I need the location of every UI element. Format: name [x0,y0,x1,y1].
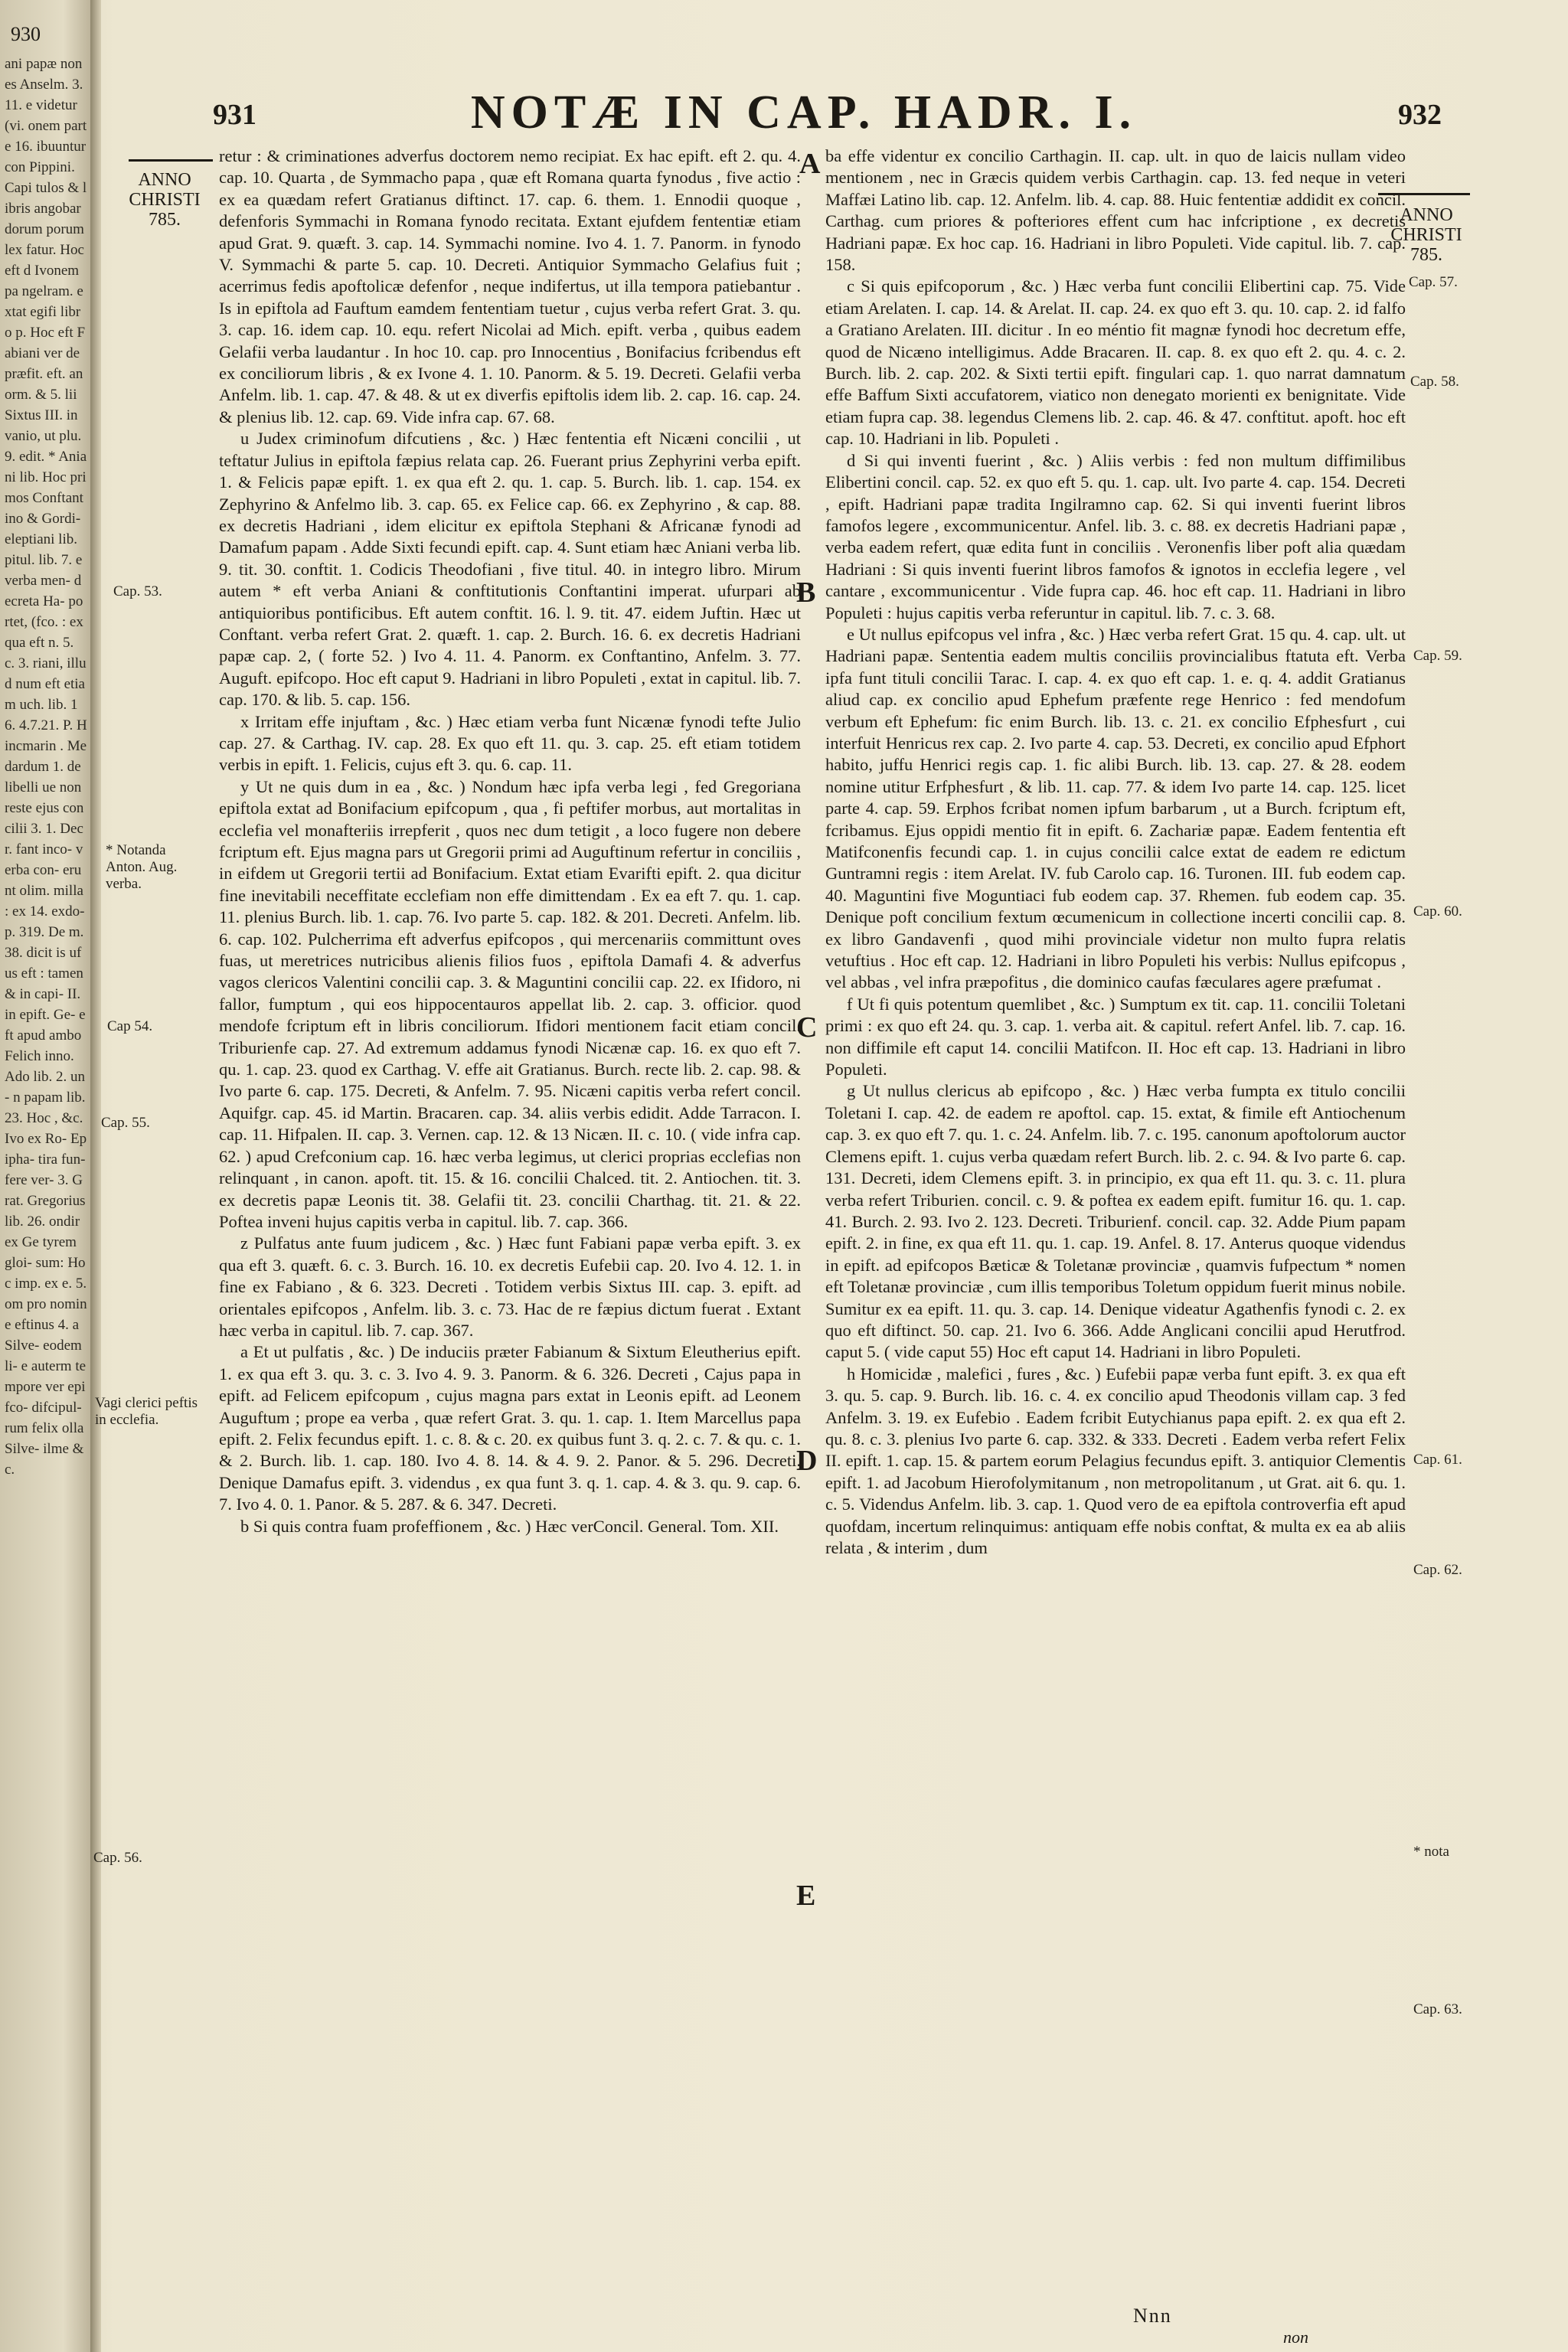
previous-page-edge [0,0,90,2352]
side-note: Cap. 55. [101,1115,150,1131]
year-label-left: ANNO CHRISTI 785. [129,170,201,230]
paragraph: u Judex criminofum difcutiens , &c. ) Hæc fententia eft Nicæni concilii , ut teftatur Julius in epiftola fæpius relata cap. 26. Fuerant prius Zephyrini verba epift. 1. & Felicis papæ epift. 1. ex qua eft 2. qu. 1. cap. 5. Burch. lib. 1. cap. 154. ex Zephyrino & Anfelmo lib. 3. cap. 65. ex Felice cap. 66. ex Zephyrino , & cap. 88. ex decretis Hadriani , idem elicitur ex epiftola Stephani & Africanæ fynodi ad Damafum papam . Adde Sixti fecundi epift. cap. 4. Sunt etiam hæc Aniani verba lib. 9. tit. 30. conftit. 1. Codicis Theodofiani , five titul. 40. in integro libro. Mirum autem * eft verba Aniani & conftitutionis Conftantini imperat. ufurpari ab antiquioribus pontificibus. Eft autem conftit. 16. l. 9. tit. 47. eidem Juftin. Hæc ut Conftant. verba refert Grat. 2. quæft. 1. cap. 2. Burch. 16. 6. ex decretis Hadriani papæ cap. 2, ( forte 52. ) Ivo 4. 11. 4. Panorm. ex Conftantino, Anfelm. 3. 77. Auguft. epifcopo. Hoc eft caput 9. Hadriani in libro Populeti , extat in capitul. lib. 7. cap. 170. & lib. 5. cap. 156. [219,429,801,710]
margin-letter-d: D [796,1445,818,1477]
side-note: Vagi clerici peftis in ecclefia. [95,1395,198,1428]
left-column-text [219,145,801,2318]
margin-letter-b: B [796,577,816,609]
paragraph: g Ut nullus clericus ab epifcopo , &c. ) Hæc verba fumpta ex titulo concilii Toletani I. cap. 42. de eadem re apoftol. cap. 15. extat, & fimile eft Antiochenum cap. 3. ex quo eft 7. qu. 1. c. 24. Anfelm. lib. 7. c. 195. canonum apoftolorum auctor Clemens epift. 1. cujus verba quædam refert Burch. lib. 2. c. 94. & Ivo parte 6. cap. 131. Decreti, idem Clemens epift. 3. in principio, ex qua eft 11. qu. 3. c. 11. plura verba refert Triburien. concil. c. 9. & poftea ex eadem epift. fumitur 16. qu. 1. cap. 41. Burch. 2. 93. Ivo 2. 123. Decreti. Triburienf. concil. cap. 32. Adde Pium papam epift. 2. in fine, ex qua eft 11. qu. 1. cap. 19. Anfel. 8. 17. Anterus quoque videndus in epift. ad epifcopos Bæticæ & Toletanæ provinciæ , quamvis fufpectum * nomen eft Toletanæ provinciæ , cum illis temporibus Toletum oppidum fuerit minus nobile. Sumitur ex ea epift. 11. qu. 3. cap. 14. Denique videatur Agathenfis fynodi c. 2. ex quo eft diftinct. 50. cap. 21. Ivo 6. 366. Adde Anglicani concilii apud Herutfrod. caput 5. ( vide caput 55) Hoc eft caput 14. Hadriani in libro Populeti. [825,1081,1406,1362]
side-note: Cap. 53. [113,583,162,599]
paragraph: h Homicidæ , malefici , fures , &c. ) Eufebii papæ verba funt epift. 3. ex qua eft 3. qu. 5. cap. 9. Burch. lib. 16. c. 4. ex concilio apud Theodonis villam cap. 3 fed Anfelm. 3. 19. ex Eufebio . Eadem fcribit Eutychianus papa epift. 2. ex qua eft 2. qu. 8. c. 3. plenius Ivo parte 6. cap. 332. & 333. Decreti . Eadem verba refert Felix II. epift. 1. cap. 15. & partem eorum Pelagius fecundus epift. 3. antiquior Clementis epift. 1. ad Jacobum Hierofolymitanum , non metropolitanum , ut Grat. ait 6. qu. 1. c. 5. Videndus Anfelm. lib. 3. cap. 1. Quod vero de ea epiftola controverfia eft apud quofdam, incertum relinquimus: antiquam effe nobis conftat, & multa ex ea ab aliis relata , & interim , dum [825,1364,1406,1557]
side-note: Cap. 63. [1413,2001,1462,2017]
previous-page-number: 930 [11,23,41,45]
paragraph: z Pulfatus ante fuum judicem , &c. ) Hæc funt Fabiani papæ verba epift. 3. ex qua eft 3. quæft. 6. c. 3. Burch. 16. 10. ex decretis Eufebii cap. 20. Ivo 4. 12. 1. in fine ex Fabiano , & 6. 323. Decreti . Totidem verbis Sixtus III. cap. 3. epift. ad orientales epifcopos , Anfelm. lib. 3. c. 73. Hac de re fæpius dictum fuerat . Extant hæc verba in capitul. lib. 7. cap. 367. [219,1233,801,1340]
paragraph: b Si quis contra fuam profeffionem , &c. ) Hæc verConcil. General. Tom. XII. [240,1516,779,1536]
side-note: Cap. 59. [1413,648,1462,664]
right-column-text [825,145,1406,2318]
running-heading: NOTÆ IN CAP. HADR. I. [470,87,1138,139]
paragraph: ba effe videntur ex concilio Carthagin. II. cap. ult. in quo de laicis nullam video mentionem , nec in Græcis quidem verbis Carthagin. cap. 13. fed neque in veteri Maffæi Latino lib. cap. 12. Anfelm. lib. 4. cap. 88. Huic fententiæ addidit ex concil. Carthag. cum priores & pofteriores effent cum hac infcriptione , ex decretis Hadriani papæ. Ex hoc cap. 16. Hadriani in libro Populeti. Vide capitul. lib. 7. cap. 158. [825,146,1406,275]
paragraph: e Ut nullus epifcopus vel infra , &c. ) Hæc verba refert Grat. 15 qu. 4. cap. ult. ut Hadriani papæ. Sententia eadem multis conciliis provincialibus ftatuta eft. Verba ipfa funt tituli concilii Tarac. I. cap. 4. ex quo eft cap. 1. e. q. 4. addit Gratianus aliud cap. ex concilio apud Ephefum præfente rege Henrico : fed mendofum verbum eft Ephefum: fic enim Burch. lib. 13. c. 21. ex concilio Efphesfurt , cui interfuit Henricus rex cap. 2. Ivo parte 4. cap. 53. Decreti, ex concilio apud Efphort habito, juffu Henrici regis cap. 1. fic alibi Burch. lib. 13. cap. 27. & 28. eodem nomine utitur Erfphesfurt , & lib. 11. cap. 77. & idem Ivo parte 14. cap. 125. licet parte 4. cap. 59. Erphos fcribat nomen ipfum barbarum , ut a Burch. fcriptum eft, fcribamus. Ejus oppidi mentio fit in epift. 6. Zachariæ papæ. Eadem fententia eft Matifconenfis fecundi cap. 1. in cujus concilii calce extat de eadem re edictum Guntramni regis : item Arelat. IV. fub Carolo cap. 16. Turonen. III. fub eodem cap. 40. Maguntini five Moguntiaci fub eodem cap. 37. Rhemen. fub eodem cap. 35. Denique poft concilium fextum œcumenicum in collectione incerti concilii cap. 8. ex libro Gandavenfi , quod mihi provinciale videtur non multo fupra relatis vetuftius . Hoc eft cap. 12. Hadriani in libro Populeti his verbis: Nullus epifcopus , vel abbas , vel infra præpofitus , die dominico caufas fæculares agere præfumat . [825,624,1406,992]
side-note: Cap. 60. [1413,903,1462,920]
margin-letter-c: C [796,1011,818,1044]
margin-letter-a: A [799,148,821,180]
paragraph: a Et ut pulfatis , &c. ) De induciis præter Fabianum & Sixtum Eleutherius epift. 1. ex qua eft 3. qu. 3. c. 3. Ivo 4. 9. 3. Panorm. & 6. 326. Decreti , Cajus papa in epift. ad Felicem epifcopum , cujus magna pars extat in Leonis epift. ad Leonem Auguftum ; prope ea verba , quæ refert Grat. 3. qu. 1. cap. 1. Item Marcellus papa epift. 2. Felix fecundus epift. 1. c. 8. & c. 20. ex quibus funt 3. q. 2. c. 7. & qu. c. 1. & 2. Burch. lib. 1. cap. 180. Ivo 4. 8. 14. & 4. 9. 2. Panor. & 5. 296. Decreti. Denique Damafus epift. 3. videndus , ex qua funt 3. q. 1. cap. 4. & 3. qu. 9. cap. 6. 7. Ivo 4. 0. 1. Panor. & 5. 287. & 6. 347. Decreti. [219,1342,801,1514]
side-note: Cap. 61. [1413,1452,1462,1468]
paragraph: y Ut ne quis dum in ea , &c. ) Nondum hæc ipfa verba legi , fed Gregoriana epiftola extat ad Bonifacium epifcopum , qua , fi peftifer morbus, aut mortalitas in ecclefia vel monafteriis irrepferit , quos nec dum tetigit , a loco fugere non debere fcriptum eft. Ejus magna pars ut Gregorii primi ad Auguftinum refertur in conciliis , in eifdem ut Gregorii tertii ad Bonifacium. Extat etiam Evarifti epift. 2. qua dicitur fine inevitabili neceffitate ecclefiam non effe dimittendam . Ex ea eft 7. qu. 1. cap. 11. plenius Burch. lib. 1. cap. 76. Ivo parte 5. cap. 182. & 201. Decreti. Anfelm. lib. 6. cap. 102. Pulcherrima eft adverfus epifcopos , qui mercenariis committunt oves fuas, ut meretrices nutricibus alienis filios fuos , epiftola Damafi 4. & adverfus vagos clericos Valentini concilii cap. 3. & Maguntini concilii cap. 22. ex Ifidoro, ni fallor, fumptum , qui eos hippocentauros appellat lib. 2. cap. 3. officior. quod mendofe fcriptum eft in libris conciliorum. Ifidori mentionem facit etiam concil. Triburienfe cap. 27. Ad extremum addamus fynodi Nicænæ cap. 16. ex quo eft 7. qu. 1. cap. 23. quod ex Carthag. V. effe ait Gratianus. Burch. recte lib. 2. cap. 98. & Ivo parte 6. cap. 175. Decreti, & Anfelm. 7. 95. Nicæni capitis verba refert concil. Aquifgr. cap. 45. id Martin. Bracaren. cap. 34. aliis verbis edidit. Adde Tarracon. I. cap. 11. Hifpalen. II. cap. 3. Vernen. cap. 12. & 13 Nicæn. II. c. 10. ( vide infra cap. 62. ) apud Crefconium cap. 16. hæc verba legimus, ut clerici proprias ecclefias non relinquant , in canon. apoft. tit. 15. & 16. concilii Chalced. tit. 2. Antiochen. tit. 3. ex decretis papæ Leonis tit. 38. Gelafii tit. 23. concilii Charthag. tit. 21. & 22. Poftea inveni hujus capitis verba in capitul. lib. 7. cap. 366. [219,776,801,1231]
paragraph: x Irritam effe injuftam , &c. ) Hæc etiam verba funt Nicænæ fynodi tefte Julio cap. 27. & Carthag. IV. cap. 28. Ex quo eft 11. qu. 3. cap. 25. eft etiam totidem verbis in epift. 1. Felicis, cujus eft 3. qu. 6. cap. 11. [219,711,801,775]
side-note: * Notanda Anton. Aug. verba. [106,842,178,892]
year-label-right: ANNO CHRISTI 785. [1390,205,1462,265]
page-number-right: 932 [1398,99,1442,131]
side-note: Cap. 57. [1409,274,1458,290]
paragraph: f Ut fi quis potentum quemlibet , &c. ) Sumptum ex tit. cap. 11. concilii Toletani primi : ex quo eft 24. qu. 3. cap. 1. verba ait. & capitul. refert Anfel. lib. 7. cap. 16. non diffimile eft caput 14. concilii Matifcon. II. Hoc eft cap. 13. Hadriani in libro Populeti. [825,994,1406,1080]
page-number-left: 931 [213,99,256,131]
signature-mark: Nnn [1133,2305,1172,2327]
side-note: * nota [1413,1844,1449,1860]
paragraph: d Si qui inventi fuerint , &c. ) Aliis verbis : fed non multum diffimilibus Elibertini concil. cap. 52. ex quo eft 5. qu. 1. cap. ult. Ivo parte 4. cap. 154. Decreti , epift. Hadriani papæ tradita Ingilramno cap. 62. Si qui inventi fuerint libros famofos legere , excommunicentur. Anfel. lib. 3. c. 88. ex decretis Hadriani papæ , verba eadem refert, quæ edita funt in conciliis . Veronenfis liber poft alia quædam Hadriani : Si quis inventi fuerint libros famofos & ignotos in ecclefia legere , vel cantare , excommunicentur . Vide fupra cap. 46. hoc eft cap. 11. Hadriani in libro Populeti : hujus capitis verba referuntur in capitul. lib. 7. c. 3. 68. [825,450,1406,622]
heading-rule-left [129,159,213,162]
catchword: non [1283,2328,1308,2347]
previous-page-fragment: ani papæ nones Anselm. 3. 11. e videtur (vi. onem parte 16. ibuuntur con Pippini. Capi tulos & libris angobardorum porum lex fatur. Hoc eft d Ivonem pa ngelram. extat egifi libro p. Hoc eft Fabiani ver de præfit. eft. anorm. & 5. lii Sixtus III. in vanio, ut plu. 9. edit. * Aniani lib. Hoc primos Conftantino & Gordi- eleptiani lib. pitul. lib. 7. e verba men- decreta Ha- portet, (fco. : ex qua eft n. 5. c. 3. riani, illud num eft etiam uch. lib. 16. 4.7.21. P. Hincmarin . Medardum 1. de libelli ue non reste ejus concilii 3. 1. Decr. fant inco- verba con- erunt olim. milla : ex 14. exdo- p. 319. De m. 38. dicit is ufus eft : tamen & in capi- II. in epift. Ge- eft apud ambo Felich inno. Ado lib. 2. un- n papam lib. 23. Hoc , &c. Ivo ex Ro- Epipha- tira fun- fere ver- 3. Grat. Gregorius lib. 26. ondir ex Ge tyrem gloi- sum: Hoc imp. ex e. 5. om pro nomine eftinus 4. a Silve- eodem li- e auterm tempore ver epifco- difcipul- rum felix olla Silve- ilme &c. [5,56,87,1478]
side-note: Cap 54. [107,1018,153,1034]
paragraph: retur : & criminationes adverfus doctorem nemo recipiat. Ex hac epift. eft 2. qu. 4. cap. 10. Quarta , de Symmacho papa , quæ eft Romana quarta fynodus , five actio : ex ea quædam refert Gratianus diftinct. 17. cap. 6. them. 1. Ennodii quoque , defenforis Symmachi in Romana fynodo recitata. Extant ejufdem fententiæ etiam apud Grat. 9. quæft. 3. cap. 14. Symmachi nomine. Ivo 4. 1. 7. Panorm. in fynodo V. Symmachi & parte 5. cap. 10. Decreti. Antiquior Symmacho Gelafius fuit ; acerrimus fedis apoftolicæ defenfor , neque indifertus, ut illa tempora patiebantur . Is in epiftola ad Fauftum eamdem fententiam tuetur , cujus verba refert Grat. 3. qu. 3. cap. 16. idem cap. 10. equ. refert Nicolai ad Mich. epift. verba , quibus eadem Gelafii verba laudantur . In hoc 10. cap. pro Innocentius , Bonifacius fcribendus eft ex conciliorum libris , & ex Ivone 4. 1. 10. Panorm. & 5. 19. Decreti. Gelafii verba Anfelm. lib. 1. cap. 47. & 48. & ut ex diverfis epiftolis idem lib. 2. cap. 16. cap. 24. & plenius lib. 12. cap. 69. Vide infra cap. 67. 68. [219,146,801,426]
side-note: Cap. 58. [1410,374,1459,390]
book-fold [90,0,101,2352]
margin-letter-e: E [796,1880,816,1912]
paragraph: c Si quis epifcoporum , &c. ) Hæc verba funt concilii Elibertini cap. 75. Vide etiam Arelaten. I. cap. 14. & Arelat. II. cap. 24. ex quo eft 3. qu. 10. cap. 2. id falfo a Gratiano Arelaten. III. dicitur . In eo méntio fit magnæ fynodi hoc decretum effe, quod de Nicæno intelligimus. Adde Bracaren. II. cap. 8. ex quo eft 2. qu. 4. c. 2. Burch. lib. 2. cap. 202. & Sixti tertii epift. fingulari cap. 1. quo narrat damnatum effe Baffum Sixti accufatorem, viatico non denegato morienti ex benignitate. Vide etiam fupra cap. 38. legendus Clemens lib. 2. cap. 46. & 47. conftitut. apoft. hoc eft cap. 10. Hadriani in lib. Populeti . [825,276,1406,449]
side-note: Cap. 62. [1413,1562,1462,1578]
side-note: Cap. 56. [93,1850,142,1866]
